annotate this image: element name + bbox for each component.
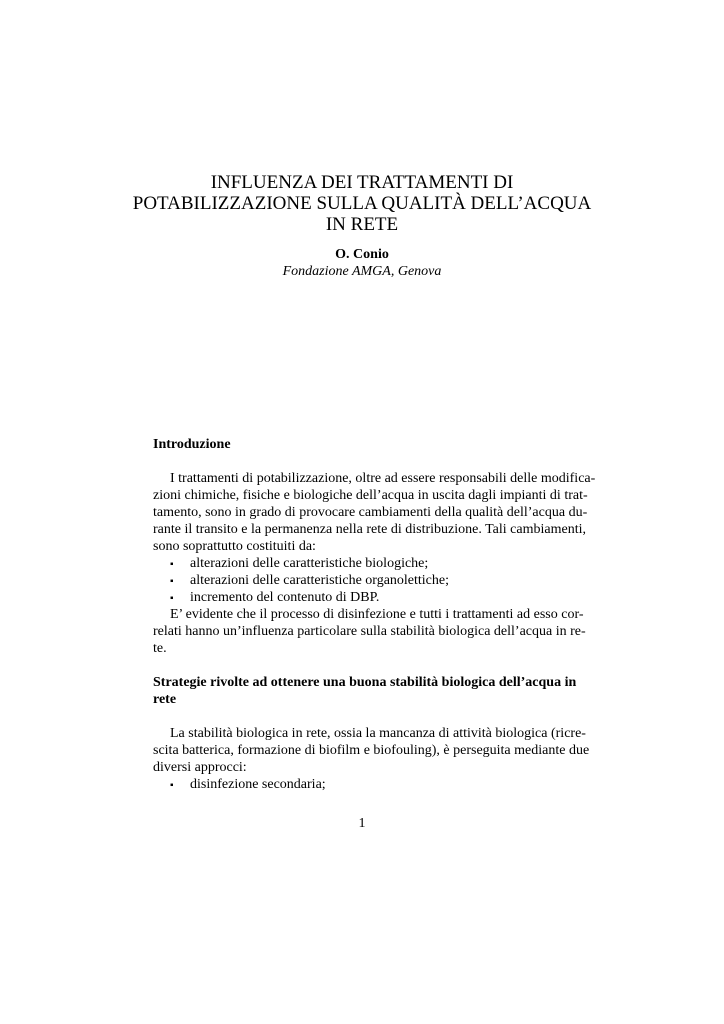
paragraph-line: I trattamenti di potabilizzazione, oltre ad essere responsabili delle modifica- xyxy=(170,471,596,486)
bullet-icon: ▪ xyxy=(170,559,174,570)
paragraph-line: La stabilità biologica in rete, ossia la mancanza di attività biologica (ricre- xyxy=(170,726,586,741)
paragraph-line: relati hanno un’influenza particolare sulla stabilità biologica dell’acqua in re- xyxy=(153,624,586,639)
list-item-text: alterazioni delle caratteristiche organolettiche; xyxy=(190,573,449,588)
section-heading: Strategie rivolte ad ottenere una buona stabilità biologica dell’acqua in xyxy=(153,675,577,690)
section-heading: Introduzione xyxy=(153,437,231,452)
list-item xyxy=(153,572,573,589)
paragraph-line: scita batterica, formazione di biofilm e biofouling), è perseguita mediante due xyxy=(153,743,590,758)
list-item xyxy=(153,555,573,572)
paragraph-line: sono soprattutto costituiti da: xyxy=(153,539,316,554)
title-line-2: POTABILIZZAZIONE SULLA QUALITÀ DELL’ACQUA xyxy=(132,193,592,214)
author-affiliation: Fondazione AMGA, Genova xyxy=(282,264,442,279)
bullet-icon: ▪ xyxy=(170,576,174,587)
paragraph-line: te. xyxy=(153,641,167,656)
section-strategie xyxy=(153,674,590,793)
section-introduzione xyxy=(153,436,596,657)
page-number: 1 xyxy=(358,816,366,831)
paragraph-line: zioni chimiche, fisiche e biologiche dell’acqua in uscita dagli impianti di trat- xyxy=(153,488,588,503)
author-name: O. Conio xyxy=(335,247,389,262)
title-line-1: INFLUENZA DEI TRATTAMENTI DI xyxy=(210,172,514,193)
bullet-icon: ▪ xyxy=(170,780,174,791)
paragraph-line: rante il transito e la permanenza nella rete di distribuzione. Tali cambiamenti, xyxy=(153,522,586,537)
paragraph-line: diversi approcci: xyxy=(153,760,247,775)
paragraph-line: E’ evidente che il processo di disinfezione e tutti i trattamenti ad esso cor- xyxy=(170,607,584,622)
document-title xyxy=(0,172,724,235)
section-heading: rete xyxy=(153,692,177,707)
list-item xyxy=(153,776,573,793)
list-item-text: disinfezione secondaria; xyxy=(190,777,326,792)
list-item-text: incremento del contenuto di DBP. xyxy=(190,590,380,605)
list-item xyxy=(153,589,573,606)
bullet-icon: ▪ xyxy=(170,593,174,604)
list-item-text: alterazioni delle caratteristiche biologiche; xyxy=(190,556,429,571)
paragraph-line: tamento, sono in grado di provocare cambiamenti della qualità dell’acqua du- xyxy=(153,505,588,520)
title-line-3: IN RETE xyxy=(325,214,399,235)
